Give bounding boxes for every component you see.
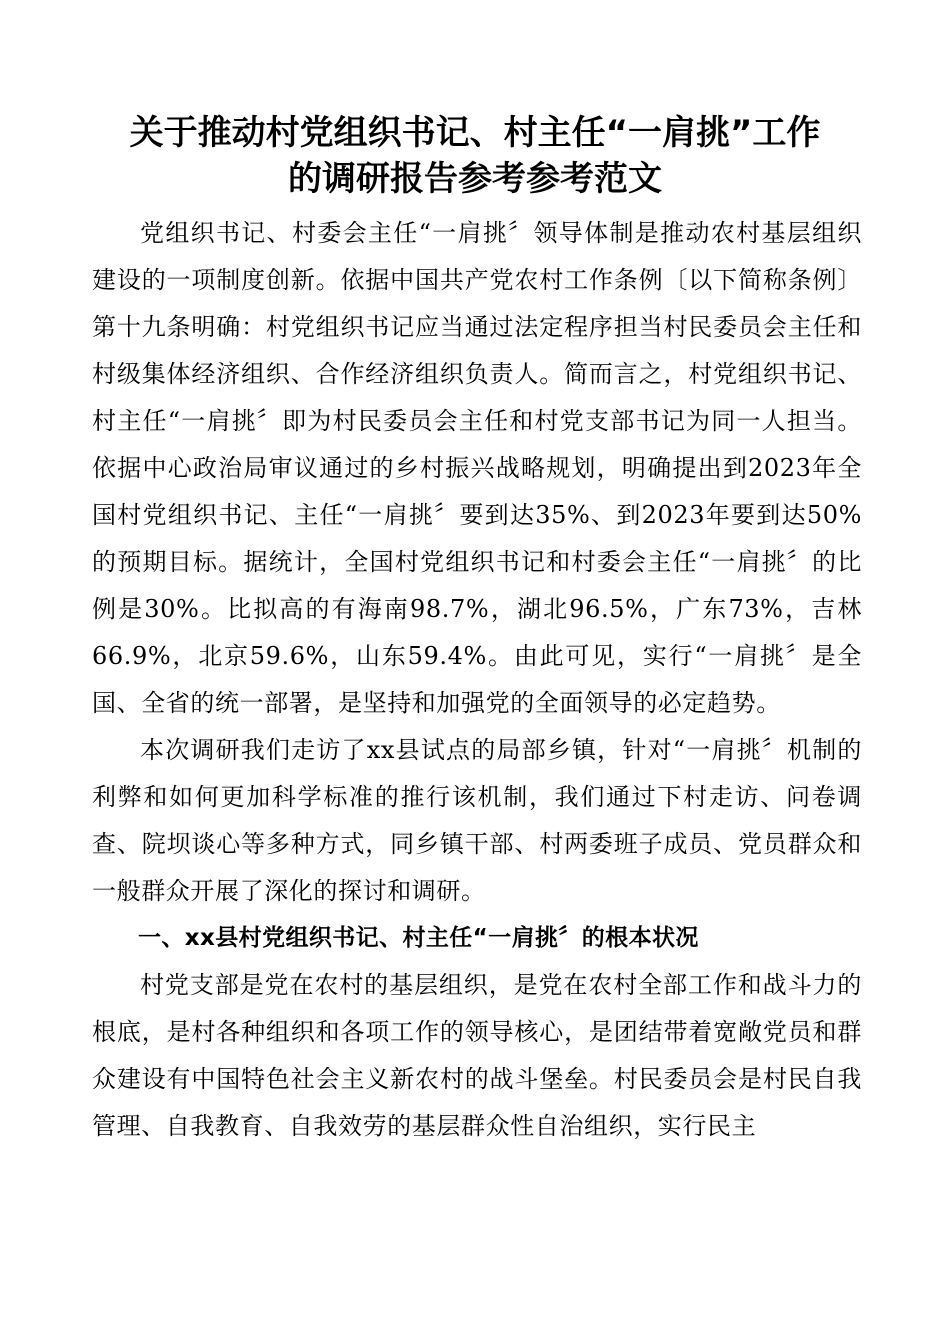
document-body [92, 210, 862, 1150]
title-line-1: 关于推动村党组织书记、村主任“一肩挑”工作 [129, 113, 821, 153]
section-heading: 一、xx县村党组织书记、村主任“一肩挑〞的根本状况 [138, 925, 699, 951]
title-line-2: 的调研报告参考参考范文 [288, 159, 662, 199]
paragraph-survey: 本次调研我们走访了xx县试点的局部乡镇，针对“一肩挑〞机制的利弊和如何更加科学标准的推行该机制，我们通过下村走访、问卷调查、院坝谈心等多种方式，同乡镇干部、村两委班子成员、党员群众和一般群众开展了深化的探讨和调研。 [92, 736, 862, 905]
document-title [60, 110, 890, 202]
paragraph-section-1: 村党支部是党在农村的基层组织，是党在农村全部工作和战斗力的根底，是村各种组织和各项工作的领导核心，是团结带着宽敞党员和群众建设有中国特色社会主义新农村的战斗堡垒。村民委员会是村民自我管理、自我教育、自我效劳的基层群众性自治组织，实行民主 [92, 971, 862, 1140]
paragraph-intro: 党组织书记、村委会主任“一肩挑〞领导体制是推动农村基层组织建设的一项制度创新。依据中国共产党农村工作条例〔以下简称条例〕第十九条明确：村党组织书记应当通过法定程序担当村民委员会主任和村级集体经济组织、合作经济组织负责人。简而言之，村党组织书记、村主任“一肩挑〞即为村民委员会主任和村党支部书记为同一人担当。依据中心政治局审议通过的乡村振兴战略规划，明确提出到2023年全国村党组织书记、主任“一肩挑〞要到达35%、到2023年要到达50%的预期目标。据统计，全国村党组织书记和村委会主任“一肩挑〞的比例是30%。比拟高的有海南98.7%，湖北96.5%，广东73%，吉林66.9%，北京59.6%，山东59.4%。由此可见，实行“一肩挑〞是全国、全省的统一部署，是坚持和加强党的全面领导的必定趋势。 [92, 219, 862, 717]
